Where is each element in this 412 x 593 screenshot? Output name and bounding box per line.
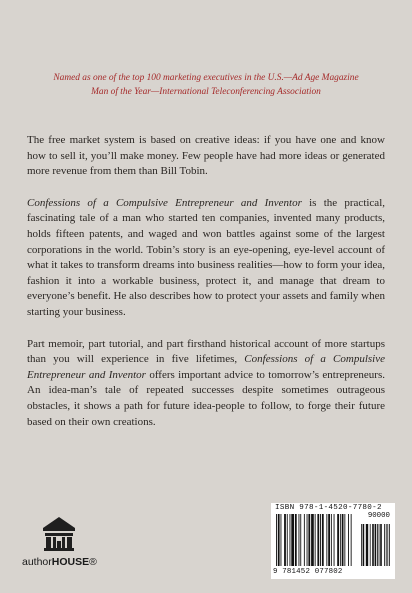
publisher-trademark: ® [89, 556, 97, 568]
accolade-line-2: Man of the Year—International Teleconferencing Association [91, 87, 321, 97]
paragraph-3-text-b: offers important advice to tomorrow’s entrepreneurs. An idea-man’s tale of repeated successes despite sometimes outrageous obstacles, it shows a path for future idea-people to follow, to forge their future based on their own creations. [27, 368, 386, 428]
paragraph-2-text: is the practical, fascinating tale of a man who started ten companies, invented many products, holds fifteen patents, and waged and won battles against some of the largest corporations in the world. Tobin’s story is an eye-opening, eye-level account of what it takes to transform dreams into business realities—how to form your idea, fashion it into a workable business, protect it, and manage that dream to everyone’s benefit. He also describes how to protect your assets and family when starting your business. [27, 196, 386, 318]
barcode-digits: 9 781452 077802 [273, 568, 343, 576]
paragraph-1: The free market system is based on creative ideas: if you have one and know how to sell it, you’ll make money. Few people have had more ideas or generated more revenue from them than Bill Tobin. [27, 134, 385, 178]
publisher-name-light: author [22, 556, 52, 568]
barcode-bars [275, 514, 392, 566]
back-cover-copy [27, 133, 385, 446]
paragraph-3-text-a: Part memoir, part tutorial, and part firsthand historical account of more startups than you will experience in five lifetimes, [27, 337, 385, 366]
accolades [0, 71, 412, 99]
publisher-mark-icon [41, 515, 77, 551]
book-title-reference: Confessions of a Compulsive Entrepreneur and Inventor [27, 353, 385, 381]
book-title-reference: Confessions of a Compulsive Entrepreneur and Inventor [27, 196, 302, 209]
paragraph-2 [27, 196, 385, 321]
accolade-line-1: Named as one of the top 100 marketing executives in the U.S.—Ad Age Magazine [53, 73, 359, 83]
isbn-barcode [271, 503, 395, 579]
publisher-name [22, 556, 132, 568]
isbn-number: ISBN 978-1-4520-7780-2 [275, 504, 382, 512]
paragraph-3 [27, 337, 385, 431]
publisher-name-bold: HOUSE [51, 556, 90, 568]
price-code: 90000 [367, 512, 390, 520]
publisher-logo [22, 515, 132, 575]
